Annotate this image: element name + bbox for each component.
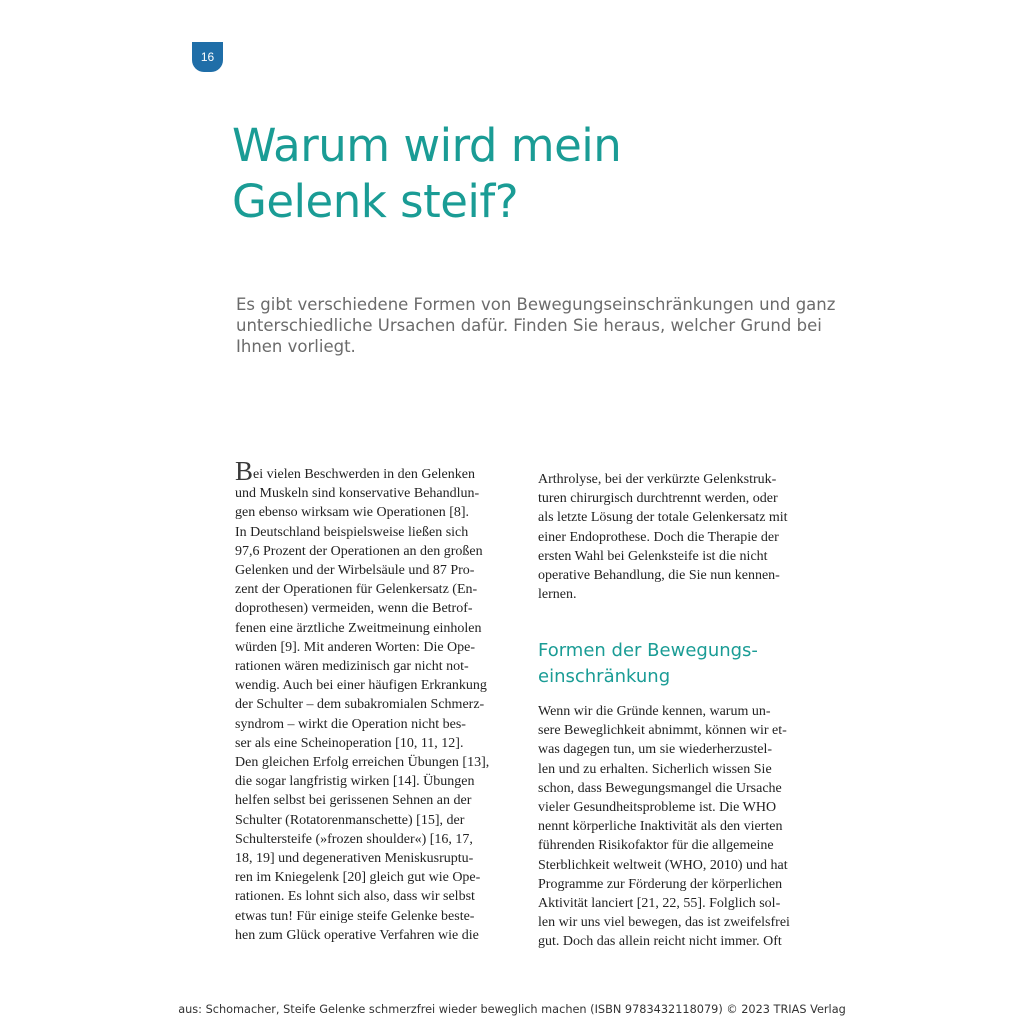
first-line — [235, 456, 515, 486]
text-line: Arthrolyse, bei der verkürzte Gelenkstruk- — [538, 472, 777, 487]
lead-line: Es gibt verschiedene Formen von Bewegungseinschränkungen und ganz — [236, 295, 836, 314]
text-line: len wir uns viel bewegen, das ist zweifelsfrei — [538, 915, 790, 931]
text-line: helfen selbst bei gerissenen Sehnen an der — [235, 793, 472, 809]
subheading-line: einschränkung — [538, 666, 671, 687]
text-line: lernen. — [538, 587, 577, 603]
text-line: ser als eine Scheinoperation [10, 11, 12]. — [235, 735, 464, 751]
text-line: Gelenken und der Wirbelsäule und 87 Pro- — [235, 563, 475, 579]
section-subheading — [538, 638, 814, 690]
left-column-lines — [235, 484, 515, 945]
text-line: Den gleichen Erfolg erreichen Übungen [13], — [235, 755, 490, 771]
text-line: würden [9]. Mit anderen Worten: Die Ope- — [235, 639, 476, 655]
body-column-right-bottom — [538, 702, 814, 952]
text-line: Aktivität lanciert [21, 22, 55]. Folglich sol- — [538, 896, 781, 912]
text-line: hen zum Glück operative Verfahren wie die — [235, 927, 479, 943]
source-footer: aus: Schomacher, Steife Gelenke schmerzfrei wieder beweglich machen (ISBN 9783432118079) © 2023 TRIAS Verlag — [178, 1003, 846, 1016]
text-line: Wenn wir die Gründe kennen, warum un- — [538, 704, 771, 719]
text-line: als letzte Lösung der totale Gelenkersatz mit — [538, 510, 788, 526]
drop-cap: B — [235, 456, 254, 486]
text-line: wendig. Auch bei einer häufigen Erkrankung — [235, 678, 487, 694]
text-line: turen chirurgisch durchtrennt werden, oder — [538, 491, 778, 507]
text-line: gut. Doch das allein reicht nicht immer. Oft — [538, 934, 782, 950]
text-line: führenden Risikofaktor für die allgemeine — [538, 838, 774, 854]
text-line: der Schulter – dem subakromialen Schmerz- — [235, 697, 485, 713]
text-line: was dagegen tun, um sie wiederherzustel- — [538, 742, 773, 758]
text-line: gen ebenso wirksam wie Operationen [8]. — [235, 505, 470, 521]
text-line: schon, dass Bewegungsmangel die Ursache — [538, 780, 782, 796]
text-line: zent der Operationen für Gelenkersatz (En- — [235, 582, 478, 598]
text-line: nennt körperliche Inaktivität als den vierten — [538, 819, 783, 835]
body-column-left — [235, 456, 515, 945]
text-line: rationen wären medizinisch gar nicht not- — [235, 659, 469, 675]
body-column-right-top — [538, 470, 814, 604]
text-line: einer Endoprothese. Doch die Therapie der — [538, 529, 779, 545]
text-line: 18, 19] und degenerativen Meniskusruptu- — [235, 851, 474, 867]
title-line: Warum wird mein — [232, 119, 622, 172]
text-line: doprothesen) vermeiden, wenn die Betrof- — [235, 601, 473, 617]
text-line: und Muskeln sind konservative Behandlun- — [235, 486, 480, 502]
text-line: ersten Wahl bei Gelenksteife ist die nicht — [538, 548, 768, 564]
text-line: Schulter (Rotatorenmanschette) [15], der — [235, 812, 465, 828]
lead-paragraph — [236, 294, 836, 357]
subheading-line: Formen der Bewegungs- — [538, 640, 758, 661]
text-line: Programme zur Förderung der körperlichen — [538, 876, 783, 892]
text-line: vieler Gesundheitsprobleme ist. Die WHO — [538, 800, 777, 816]
lead-line: unterschiedliche Ursachen dafür. Finden Sie heraus, welcher Grund bei — [236, 316, 822, 335]
text-line: 97,6 Prozent der Operationen an den großen — [235, 543, 483, 559]
text-line: len und zu erhalten. Sicherlich wissen Sie — [538, 761, 772, 777]
text-line: Schultersteife (»frozen shoulder«) [16, 17, — [235, 831, 473, 847]
page-number-badge: 16 — [192, 42, 223, 72]
page-title — [232, 118, 792, 230]
text-line: die sogar langfristig wirken [14]. Übungen — [235, 774, 475, 790]
text-line: fenen eine ärztliche Zweitmeinung einholen — [235, 620, 482, 636]
text-line: ren im Kniegelenk [20] gleich gut wie Ope- — [235, 870, 481, 886]
text-line: syndrom – wirkt die Operation nicht bes- — [235, 716, 466, 732]
lead-line: Ihnen vorliegt. — [236, 337, 356, 356]
text-line: Sterblichkeit weltweit (WHO, 2010) und hat — [538, 857, 788, 873]
title-line: Gelenk steif? — [232, 175, 519, 228]
text-line: In Deutschland beispielsweise ließen sich — [235, 524, 469, 540]
first-line-text: ei vielen Beschwerden in den Gelenken — [253, 467, 475, 482]
text-line: sere Beweglichkeit abnimmt, können wir et- — [538, 723, 787, 739]
text-line: etwas tun! Für einige steife Gelenke beste- — [235, 908, 475, 924]
text-line: rationen. Es lohnt sich also, dass wir selbst — [235, 889, 475, 905]
text-line: operative Behandlung, die Sie nun kennen- — [538, 568, 780, 584]
